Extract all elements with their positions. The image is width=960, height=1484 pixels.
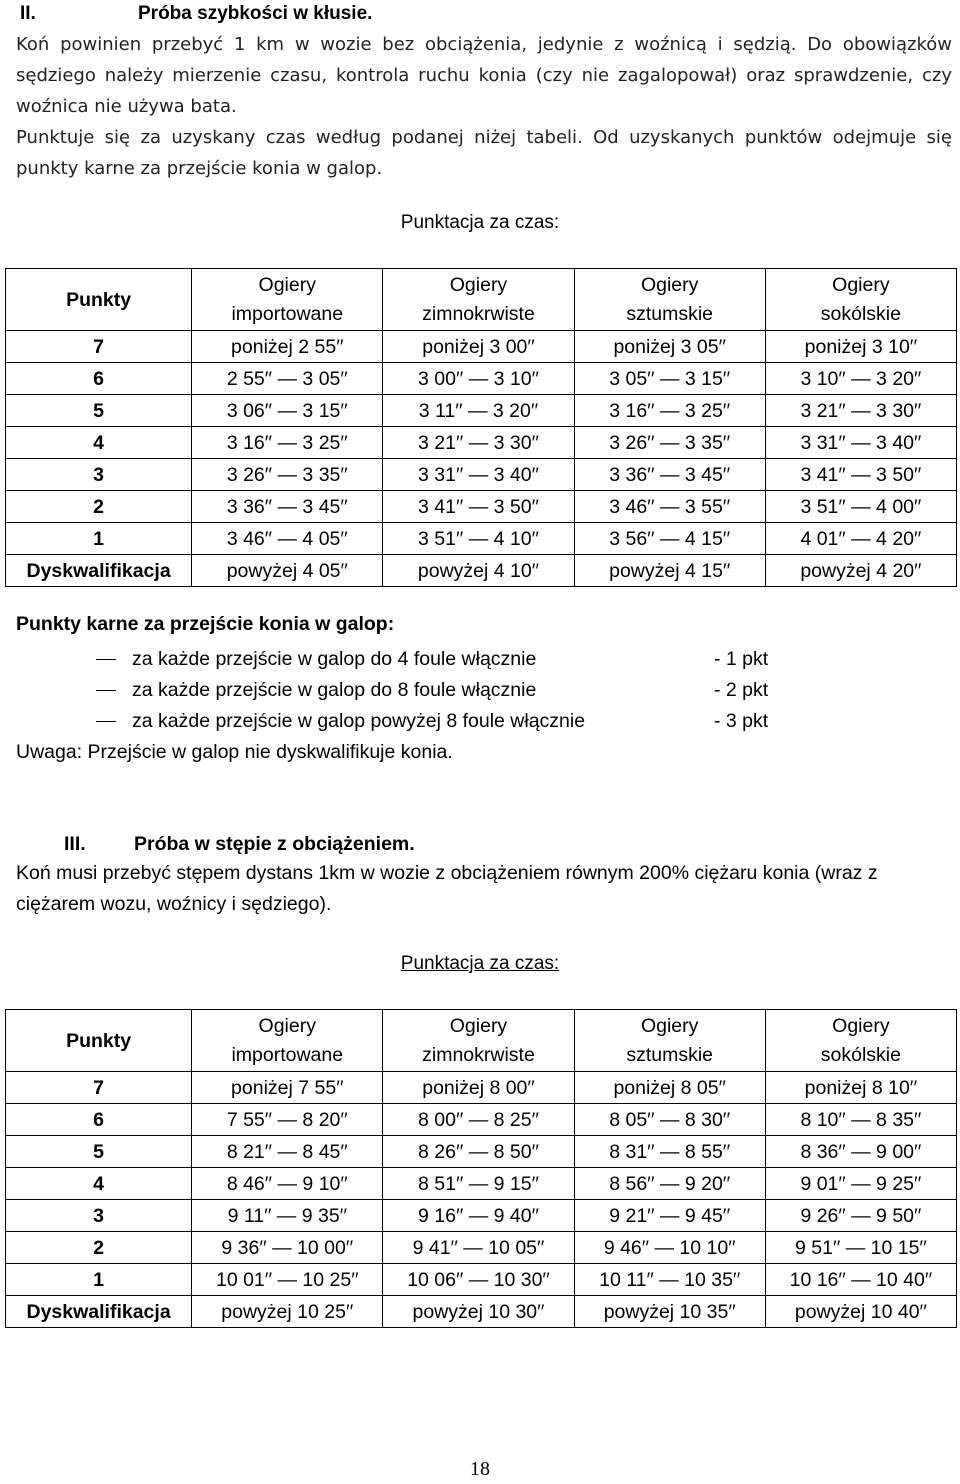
time-cell: 3 31′′ — 3 40′′ (383, 459, 574, 491)
time-cell: 3 16′′ — 3 25′′ (192, 427, 383, 459)
table-row (6, 1232, 957, 1264)
table-row (6, 1168, 957, 1200)
header-line: importowane (231, 1044, 344, 1066)
header-cell (192, 1010, 383, 1072)
header-line: Ogiery (640, 274, 699, 296)
points-cell: 1 (6, 1264, 192, 1296)
time-cell: powyżej 4 10′′ (383, 555, 574, 587)
time-cell: 3 56′′ — 4 15′′ (574, 523, 765, 555)
section-2-title: Próba szybkości w kłusie. (138, 3, 373, 24)
points-cell: 7 (6, 1072, 192, 1104)
dash-bullet (96, 690, 116, 691)
points-cell: 2 (6, 1232, 192, 1264)
section-2-table-caption-text: Punktacja za czas: (400, 212, 560, 233)
points-cell: 1 (6, 523, 192, 555)
penalty-value: - 2 pkt (714, 679, 769, 701)
penalty-item (16, 644, 816, 675)
time-cell: 9 26′′ — 9 50′′ (765, 1200, 956, 1232)
table-row (6, 459, 957, 491)
section-2-paragraph-1: Koń powinien przebyć 1 km w wozie bez obciążenia, jedynie z woźnicą i sędzią. Do obowiązków sędziego należy mierzenie czasu, kontrola ruchu konia (czy nie zagalopował) oraz sprawdzenie, czy woźnica nie używa bata. (16, 34, 952, 117)
time-cell: 3 05′′ — 3 15′′ (574, 363, 765, 395)
header-line: Ogiery (832, 1015, 890, 1037)
time-cell: powyżej 10 35′′ (574, 1296, 765, 1328)
penalty-text: za każde przejście w galop powyżej 8 foule włącznie (132, 710, 586, 732)
header-line: Ogiery (640, 1015, 699, 1037)
table-row (6, 1136, 957, 1168)
section-3-heading (16, 832, 415, 856)
time-cell: 3 36′′ — 3 45′′ (192, 491, 383, 523)
table-row (6, 1072, 957, 1104)
points-cell: 6 (6, 1104, 192, 1136)
header-line: zimnokrwiste (422, 303, 535, 325)
points-cell: 2 (6, 491, 192, 523)
section-2-paragraph-2: Punktuje się za uzyskany czas według podanej niżej tabeli. Od uzyskanych punktów odejmuje się punkty karne za przejście konia w galop. (16, 127, 952, 179)
points-cell: Dyskwalifikacja (6, 1296, 192, 1328)
penalty-text: za każde przejście w galop do 4 foule włącznie (132, 648, 537, 670)
time-cell: poniżej 8 10′′ (765, 1072, 956, 1104)
points-cell: 3 (6, 1200, 192, 1232)
time-cell: 3 11′′ — 3 20′′ (383, 395, 574, 427)
time-cell: poniżej 7 55′′ (192, 1072, 383, 1104)
time-cell: 8 26′′ — 8 50′′ (383, 1136, 574, 1168)
header-line: Punkty (66, 288, 132, 311)
time-cell: 3 46′′ — 4 05′′ (192, 523, 383, 555)
table-row (6, 427, 957, 459)
time-cell: 3 51′′ — 4 10′′ (383, 523, 574, 555)
header-line: sztumskie (626, 303, 714, 325)
dash-bullet (96, 721, 116, 722)
time-cell: 8 56′′ — 9 20′′ (574, 1168, 765, 1200)
time-cell: powyżej 4 15′′ (574, 555, 765, 587)
time-cell: 3 41′′ — 3 50′′ (765, 459, 956, 491)
section-2-table-caption (0, 212, 960, 234)
header-cell (574, 1010, 765, 1072)
header-cell (383, 1010, 574, 1072)
penalty-item (16, 675, 816, 706)
time-cell: 8 21′′ — 8 45′′ (192, 1136, 383, 1168)
time-cell: 8 10′′ — 8 35′′ (765, 1104, 956, 1136)
time-cell: powyżej 10 25′′ (192, 1296, 383, 1328)
table-row (6, 555, 957, 587)
time-cell: 9 51′′ — 10 15′′ (765, 1232, 956, 1264)
header-cell (192, 269, 383, 331)
time-cell: 3 21′′ — 3 30′′ (383, 427, 574, 459)
time-cell: powyżej 4 20′′ (765, 555, 956, 587)
dash-bullet (96, 659, 116, 660)
points-cell: 4 (6, 427, 192, 459)
points-cell: 7 (6, 331, 192, 363)
header-line: Ogiery (449, 274, 508, 296)
time-cell: 3 16′′ — 3 25′′ (574, 395, 765, 427)
points-cell: 5 (6, 395, 192, 427)
header-cell (765, 269, 956, 331)
table-row (6, 1296, 957, 1328)
page-number: 18 (470, 1458, 490, 1480)
points-cell: 3 (6, 459, 192, 491)
header-line: importowane (231, 303, 344, 325)
header-cell (574, 269, 765, 331)
time-cell: powyżej 4 05′′ (192, 555, 383, 587)
header-line: zimnokrwiste (422, 1044, 535, 1066)
time-cell: 3 51′′ — 4 00′′ (765, 491, 956, 523)
time-cell: 3 10′′ — 3 20′′ (765, 363, 956, 395)
time-cell: 8 36′′ — 9 00′′ (765, 1136, 956, 1168)
table-row (6, 491, 957, 523)
table-row (6, 1264, 957, 1296)
penalty-value: - 1 pkt (714, 648, 769, 670)
header-line: Ogiery (449, 1015, 508, 1037)
table-header-row (6, 1010, 957, 1072)
points-cell: 5 (6, 1136, 192, 1168)
time-cell: 3 31′′ — 3 40′′ (765, 427, 956, 459)
time-cell: 9 21′′ — 9 45′′ (574, 1200, 765, 1232)
header-line: Ogiery (832, 274, 890, 296)
time-cell: 4 01′′ — 4 20′′ (765, 523, 956, 555)
time-cell: poniżej 3 05′′ (574, 331, 765, 363)
section-2-number: II. (20, 3, 36, 24)
time-cell: 3 41′′ — 3 50′′ (383, 491, 574, 523)
header-cell (383, 269, 574, 331)
time-cell: 3 26′′ — 3 35′′ (192, 459, 383, 491)
time-cell: poniżej 2 55′′ (192, 331, 383, 363)
time-cell: poniżej 8 05′′ (574, 1072, 765, 1104)
table-row (6, 331, 957, 363)
table-row (6, 523, 957, 555)
header-line: Punkty (66, 1029, 132, 1052)
time-cell: 10 11′′ — 10 35′′ (574, 1264, 765, 1296)
penalty-value: - 3 pkt (714, 710, 769, 732)
time-cell: 9 11′′ — 9 35′′ (192, 1200, 383, 1232)
time-cell: 8 31′′ — 8 55′′ (574, 1136, 765, 1168)
time-cell: 9 01′′ — 9 25′′ (765, 1168, 956, 1200)
penalty-title: Punkty karne za przejście konia w galop: (16, 613, 395, 635)
time-cell: poniżej 3 00′′ (383, 331, 574, 363)
table-row (6, 1200, 957, 1232)
time-cell: 8 51′′ — 9 15′′ (383, 1168, 574, 1200)
header-points (6, 269, 192, 331)
section-3-table-caption (0, 953, 960, 975)
header-line: Ogiery (258, 274, 316, 296)
points-cell: Dyskwalifikacja (6, 555, 192, 587)
time-cell: 3 46′′ — 3 55′′ (574, 491, 765, 523)
header-points (6, 1010, 192, 1072)
table-row (6, 1104, 957, 1136)
time-cell: 10 06′′ — 10 30′′ (383, 1264, 574, 1296)
section-3-table-caption-text: Punktacja za czas: (400, 953, 560, 974)
header-line: sokólskie (820, 1044, 901, 1066)
time-cell: 9 16′′ — 9 40′′ (383, 1200, 574, 1232)
section-2-heading (16, 2, 372, 26)
header-line: Ogiery (258, 1015, 316, 1037)
time-cell: 3 06′′ — 3 15′′ (192, 395, 383, 427)
time-cell: poniżej 3 10′′ (765, 331, 956, 363)
header-cell (765, 1010, 956, 1072)
header-line: sztumskie (626, 1044, 714, 1066)
section-3-title: Próba w stępie z obciążeniem. (134, 833, 415, 855)
time-cell: 8 00′′ — 8 25′′ (383, 1104, 574, 1136)
time-cell: 8 05′′ — 8 30′′ (574, 1104, 765, 1136)
penalty-item (16, 706, 816, 737)
section-3-number: III. (64, 833, 86, 855)
trot-scoring-table (5, 268, 957, 587)
header-line: sokólskie (820, 303, 901, 325)
time-cell: 7 55′′ — 8 20′′ (192, 1104, 383, 1136)
time-cell: 8 46′′ — 9 10′′ (192, 1168, 383, 1200)
time-cell: 10 01′′ — 10 25′′ (192, 1264, 383, 1296)
walk-scoring-table (5, 1009, 957, 1328)
time-cell: 2 55′′ — 3 05′′ (192, 363, 383, 395)
time-cell: 9 46′′ — 10 10′′ (574, 1232, 765, 1264)
time-cell: 3 21′′ — 3 30′′ (765, 395, 956, 427)
table-row (6, 363, 957, 395)
time-cell: 9 36′′ — 10 00′′ (192, 1232, 383, 1264)
section-3-paragraph: Koń musi przebyć stępem dystans 1km w wozie z obciążeniem równym 200% ciężaru konia (wraz z ciężarem wozu, woźnicy i sędziego). (16, 862, 878, 915)
time-cell: 3 36′′ — 3 45′′ (574, 459, 765, 491)
time-cell: 10 16′′ — 10 40′′ (765, 1264, 956, 1296)
note: Uwaga: Przejście w galop nie dyskwalifikuje konia. (16, 741, 453, 763)
time-cell: 9 41′′ — 10 05′′ (383, 1232, 574, 1264)
points-cell: 4 (6, 1168, 192, 1200)
time-cell: 3 26′′ — 3 35′′ (574, 427, 765, 459)
penalty-text: za każde przejście w galop do 8 foule włącznie (132, 679, 537, 701)
time-cell: powyżej 10 40′′ (765, 1296, 956, 1328)
table-row (6, 395, 957, 427)
table-header-row (6, 269, 957, 331)
time-cell: poniżej 8 00′′ (383, 1072, 574, 1104)
time-cell: 3 00′′ — 3 10′′ (383, 363, 574, 395)
time-cell: powyżej 10 30′′ (383, 1296, 574, 1328)
points-cell: 6 (6, 363, 192, 395)
